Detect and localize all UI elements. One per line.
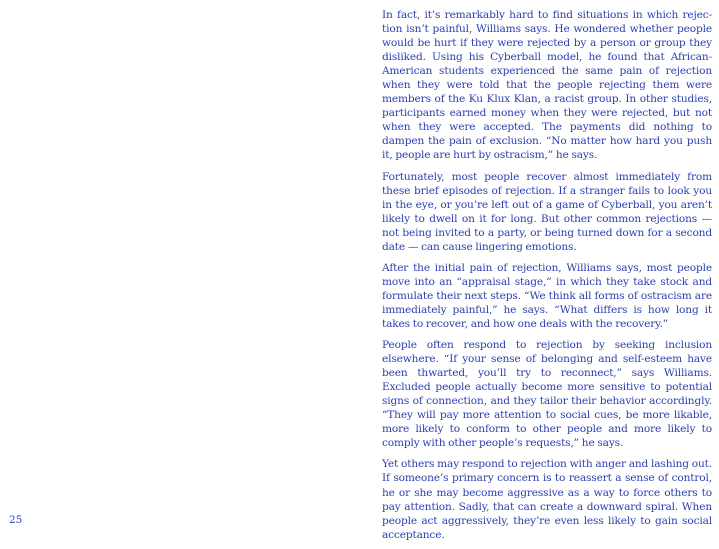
paragraph-seeking-inclusion: People often respond to rejection by seeking inclusion elsewhere. “If your sense of belonging and self-esteem have been thwarted, you’ll try to reconnect,” says Williams. Excluded people actually become more sensitive to potential signs of connection, and they tailor their behavior accordingly. “They will pay more attention to social cues, be more likable, more likely to conform to other people and more likely to comply with other people’s requests,” he says. xyxy=(382,339,712,450)
paragraph-rejection-pain: In fact, it’s remarkably hard to find situations in which rejec-tion isn’t painful, Williams says. He wondered whether people would be hurt if they were rejected by a person or group they disliked. Using his Cyberball model, he found that African-American students experienced the same pain of rejection when they were told that the people rejecting them were members of the Ku Klux Klan, a racist group. In other studies, participants earned money when they were rejected, but not when they were accepted. The payments did nothing to dampen the pain of exclusion. “No matter how hard you push it, people are hurt by ostracism,” he says. xyxy=(382,9,712,162)
paragraph-anger-response: Yet others may respond to rejection with anger and lashing out. If someone’s primary concern is to reassert a sense of control, he or she may become aggressive as a way to force others to pay attention. Sadly, that can create a downward spiral. When people act aggressively, they’re even less likely to gain social acceptance. xyxy=(382,458,712,541)
text-column xyxy=(382,8,712,549)
page-number: 25 xyxy=(9,514,23,526)
paragraph-appraisal-stage: After the initial pain of rejection, Williams says, most people move into an “appraisal stage,” in which they take stock and formulate their next steps. “We think all forms of ostracism are immediately painful,” he says. “What differs is how long it takes to recover, and how one deals with the recovery.” xyxy=(382,261,712,330)
paragraph-recovery: Fortunately, most people recover almost immediately from these brief episodes of rejection. If a stranger fails to look you in the eye, or you’re left out of a game of Cyberball, you aren’t likely to dwell on it for long. But other common rejections — not being invited to a party, or being turned down for a second date — can cause lingering emotions. xyxy=(382,170,712,253)
